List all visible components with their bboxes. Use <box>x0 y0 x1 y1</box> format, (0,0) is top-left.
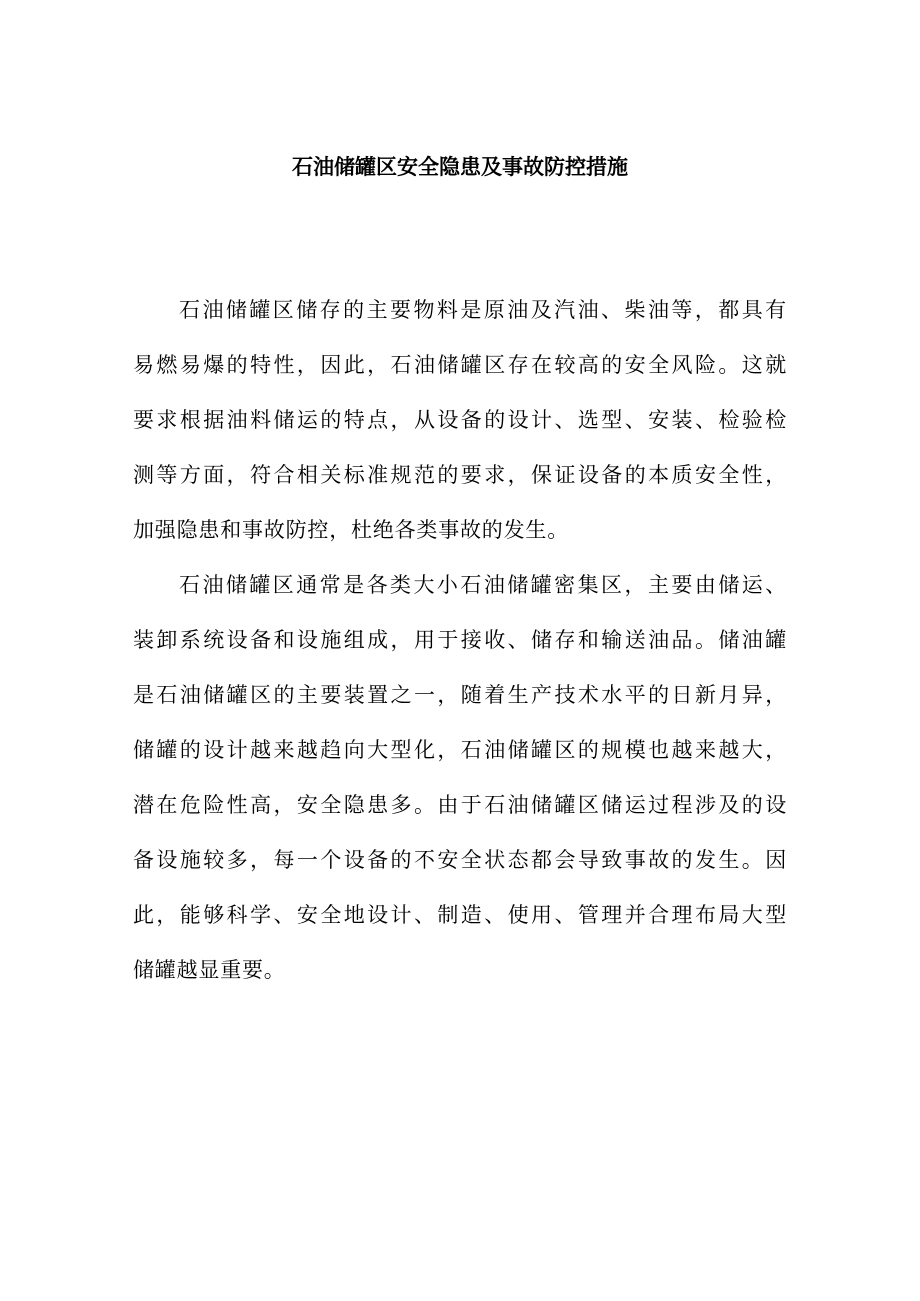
paragraph-line: 要求根据油料储运的特点，从设备的设计、选型、安装、检验检 <box>133 408 787 432</box>
paragraph-line: 装卸系统设备和设施组成，用于接收、储存和输送油品。储油罐 <box>133 628 787 652</box>
paragraph-line: 此，能够科学、安全地设计、制造、使用、管理并合理布局大型 <box>133 903 787 927</box>
paragraph-line: 加强隐患和事故防控，杜绝各类事故的发生。 <box>133 518 569 542</box>
paragraph-line: 易燃易爆的特性，因此，石油储罐区存在较高的安全风险。这就 <box>133 353 787 377</box>
document-body <box>133 283 787 998</box>
paragraph-line: 石油储罐区储存的主要物料是原油及汽油、柴油等，都具有 <box>179 298 787 322</box>
paragraph-line: 石油储罐区通常是各类大小石油储罐密集区，主要由储运、 <box>179 573 787 597</box>
paragraph-1 <box>133 283 787 558</box>
paragraph-line: 备设施较多，每一个设备的不安全状态都会导致事故的发生。因 <box>133 848 787 872</box>
paragraph-line: 测等方面，符合相关标准规范的要求，保证设备的本质安全性， <box>133 463 787 487</box>
paragraph-line: 储罐越显重要。 <box>133 958 286 982</box>
paragraph-2 <box>133 558 787 998</box>
document-title: 石油储罐区安全隐患及事故防控措施 <box>292 155 628 179</box>
paragraph-line: 是石油储罐区的主要装置之一，随着生产技术水平的日新月异， <box>133 683 787 707</box>
paragraph-line: 潜在危险性高，安全隐患多。由于石油储罐区储运过程涉及的设 <box>133 793 787 817</box>
paragraph-line: 储罐的设计越来越趋向大型化，石油储罐区的规模也越来越大， <box>133 738 787 762</box>
